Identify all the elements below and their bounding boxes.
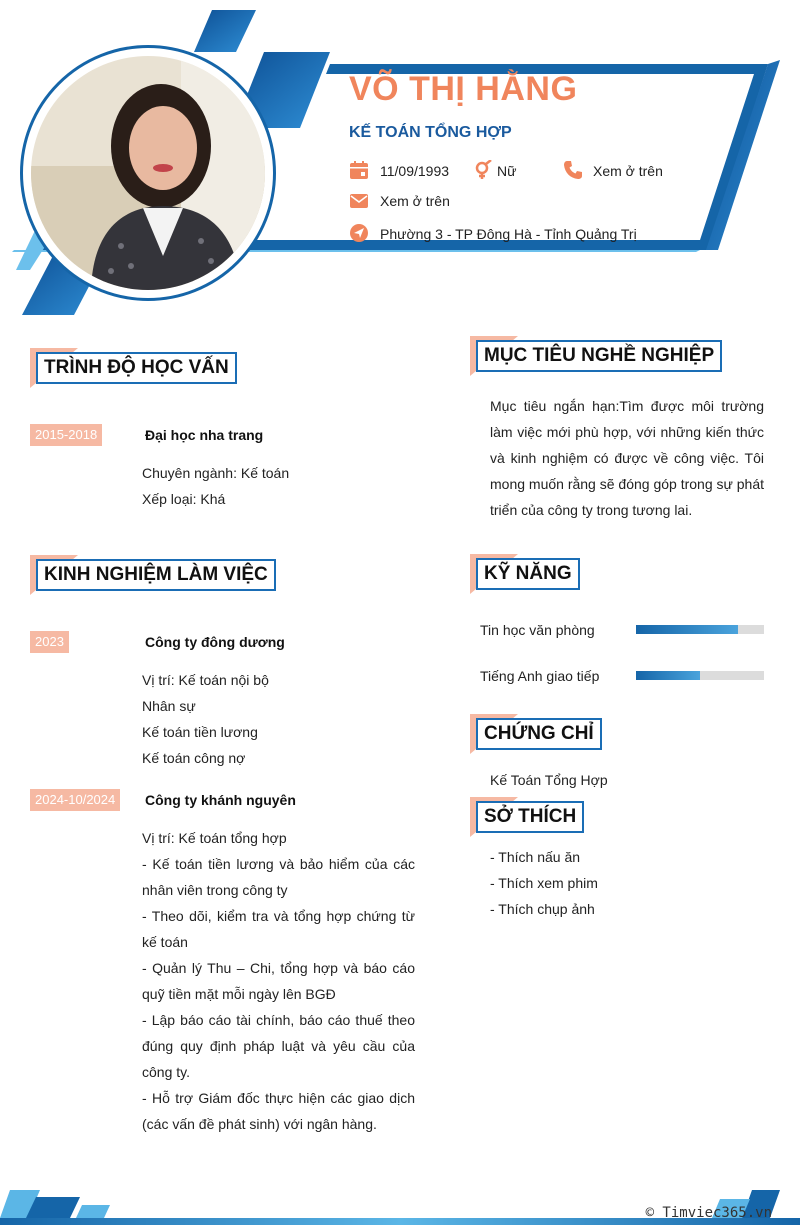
skill-name: Tin học văn phòng [480, 622, 595, 638]
phone-value: Xem ở trên [593, 163, 663, 179]
gender-value: Nữ [497, 163, 517, 179]
objective-title: MỤC TIÊU NGHỀ NGHIỆP [476, 340, 722, 372]
experience-company: Công ty đông dương [145, 634, 285, 650]
experience-line: Kế toán tiền lương [142, 724, 258, 740]
skill-bar [636, 625, 764, 634]
experience-line: - Quản lý Thu – Chi, tổng hợp và báo cáo quỹ tiền mặt mỗi ngày lên BGĐ [142, 960, 415, 1002]
certificate-item: Kế Toán Tổng Hợp [490, 772, 608, 788]
experience-line: Nhân sự [142, 698, 196, 714]
experience-title: KINH NGHIỆM LÀM VIỆC [36, 559, 276, 591]
candidate-name: VÕ THỊ HẰNG [349, 70, 578, 108]
certificates-title: CHỨNG CHỈ [476, 718, 602, 750]
experience-line: - Hỗ trợ Giám đốc thực hiện các giao dịch (các vấn đề phát sinh) với ngân hàng. [142, 1090, 415, 1132]
skill-bar [636, 671, 764, 680]
birthday-value: 11/09/1993 [380, 163, 450, 179]
education-date: 2015-2018 [30, 424, 102, 446]
experience-line: Vị trí: Kế toán tổng hợp [142, 830, 287, 846]
experience-line: Vị trí: Kế toán nội bộ [142, 672, 269, 688]
hobby-item: - Thích xem phim [490, 875, 598, 891]
education-title: TRÌNH ĐỘ HỌC VẤN [36, 352, 237, 384]
education-line: Chuyên ngành: Kế toán [142, 465, 290, 481]
experience-company: Công ty khánh nguyên [145, 792, 296, 808]
education-school: Đại học nha trang [145, 427, 264, 443]
address-value: Phường 3 - TP Đông Hà - Tỉnh Quảng Trị [380, 226, 637, 242]
location-icon [349, 223, 369, 243]
experience-date: 2024-10/2024 [30, 789, 120, 811]
experience-date: 2023 [30, 631, 69, 653]
experience-line: - Lập báo cáo tài chính, báo cáo thuế theo đúng quy định pháp luật và yêu cầu của công ty. [142, 1012, 415, 1080]
hobbies-title: SỞ THÍCH [476, 801, 584, 833]
skill-bar-fill [636, 625, 738, 634]
experience-line: - Theo dõi, kiểm tra và tổng hợp chứng từ kế toán [142, 908, 415, 950]
hobby-item: - Thích chụp ảnh [490, 901, 595, 917]
email-value: Xem ở trên [380, 193, 450, 209]
hobby-item: - Thích nấu ăn [490, 849, 581, 865]
copyright: © Timviec365.vn [645, 1205, 772, 1221]
job-position: KẾ TOÁN TỔNG HỢP [349, 124, 512, 141]
calendar-icon [349, 160, 369, 180]
avatar-photo [31, 56, 265, 290]
avatar [31, 56, 265, 290]
objective-text: Mục tiêu ngắn hạn:Tìm được môi trường làm việc mới phù hợp, với những kiến thức và kinh nghiệm có được về công việc. Tôi mong muốn rằng sẽ đóng góp trong sự phát triển của công ty trong tương lai. [490, 398, 764, 518]
skills-title: KỸ NĂNG [476, 558, 580, 590]
gender-icon [474, 160, 494, 180]
skill-bar-fill [636, 671, 700, 680]
skill-name: Tiếng Anh giao tiếp [480, 668, 600, 684]
experience-line: Kế toán công nợ [142, 750, 246, 766]
phone-icon [563, 160, 583, 180]
experience-line: - Kế toán tiền lương và bảo hiểm của các nhân viên trong công ty [142, 856, 415, 898]
email-icon [349, 191, 369, 211]
education-line: Xếp loại: Khá [142, 491, 226, 507]
